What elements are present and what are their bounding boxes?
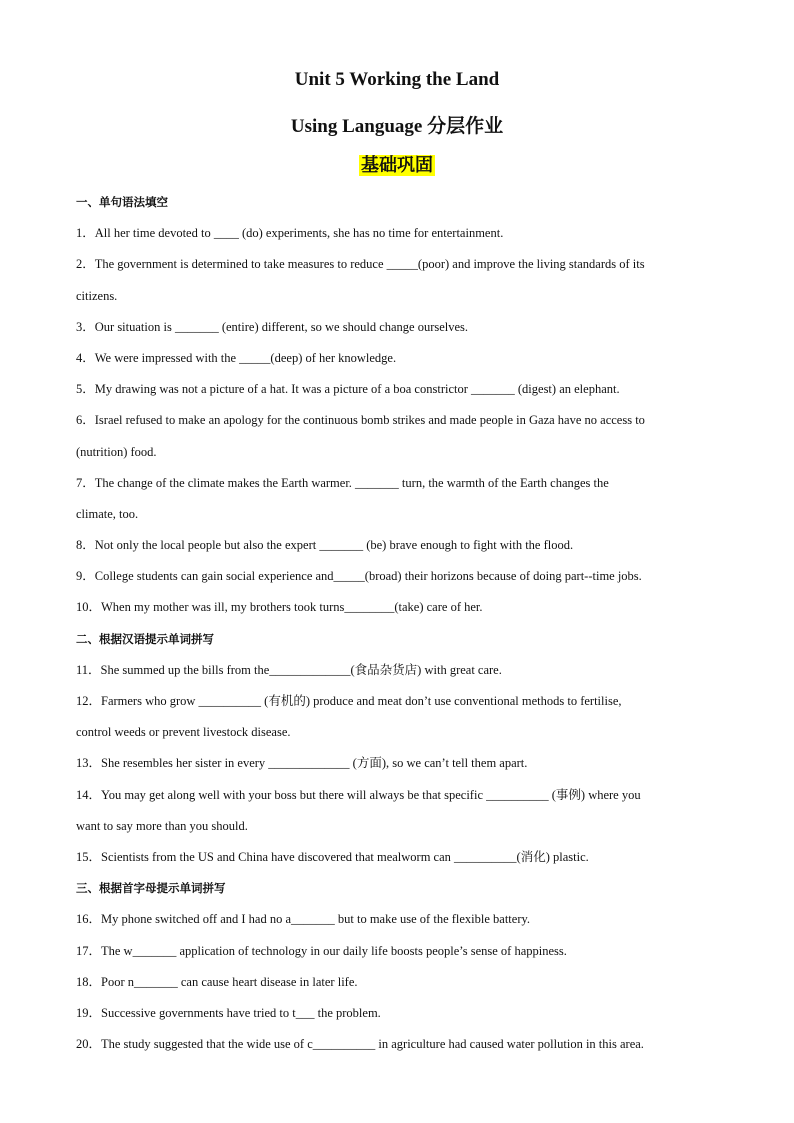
question-line: 16．My phone switched off and I had no a_______ but to make use of the flexible battery.: [76, 912, 531, 927]
question-line: 13．She resembles her sister in every _____________ (方面), so we can’t tell them apart.: [76, 756, 528, 771]
question-continuation: citizens.: [76, 288, 118, 303]
question-line: 17．The w_______ application of technology in our daily life boosts people’s sense of happiness.: [76, 943, 567, 958]
question-line: 19．Successive governments have tried to t___ the problem.: [76, 1005, 381, 1020]
question-line: 11．She summed up the bills from the_____________(食品杂货店) with great care.: [76, 662, 502, 677]
exercise-list: [76, 190, 716, 1063]
question-continuation: control weeds or prevent livestock disease.: [76, 725, 291, 740]
question-line: 14．You may get along well with your boss but there will always be that specific __________ (事例) where you: [76, 787, 641, 802]
question-continuation: (nutrition) food.: [76, 444, 157, 459]
question-continuation: climate, too.: [76, 506, 139, 521]
question-line: 18．Poor n_______ can cause heart disease in later life.: [76, 974, 358, 989]
question-line: 2．The government is determined to take measures to reduce _____(poor) and improve the living standards of its: [76, 257, 645, 272]
question-line: 8．Not only the local people but also the expert _______ (be) brave enough to fight with the flood.: [76, 538, 574, 553]
question-line: 15．Scientists from the US and China have discovered that mealworm can __________(消化) plastic.: [76, 849, 589, 864]
question-line: 10．When my mother was ill, my brothers took turns________(take) care of her.: [76, 600, 483, 615]
level-heading: [0, 151, 794, 177]
question-line: 5．My drawing was not a picture of a hat. It was a picture of a boa constrictor _______ (digest) an elephant.: [76, 382, 620, 397]
lesson-title: Using Language 分层作业: [290, 116, 504, 137]
question-line: 9．College students can gain social experience and_____(broad) their horizons because of doing part--time jobs.: [76, 569, 642, 584]
question-line: 1．All her time devoted to ____ (do) experiments, she has no time for entertainment.: [76, 226, 504, 241]
question-line: 3．Our situation is _______ (entire) different, so we should change ourselves.: [76, 319, 469, 334]
question-line: 4．We were impressed with the _____(deep) of her knowledge.: [76, 350, 397, 365]
section-heading: 一、单句语法填空: [76, 195, 168, 209]
question-line: 6．Israel refused to make an apology for the continuous bomb strikes and made people in Gaza have no access to: [76, 413, 645, 428]
question-line: 20．The study suggested that the wide use of c__________ in agriculture had caused water pollution in this area.: [76, 1037, 644, 1052]
question-line: 7．The change of the climate makes the Earth warmer. _______ turn, the warmth of the Earth changes the: [76, 475, 609, 490]
unit-title: Unit 5 Working the Land: [294, 69, 500, 90]
section-heading: 二、根据汉语提示单词拼写: [76, 631, 214, 646]
section-heading: 三、根据首字母提示单词拼写: [76, 881, 226, 896]
question-line: 12．Farmers who grow __________ (有机的) produce and meat don’t use conventional methods to fertilise,: [76, 694, 622, 708]
level-label-highlight: 基础巩固: [361, 155, 433, 176]
question-continuation: want to say more than you should.: [76, 818, 248, 833]
